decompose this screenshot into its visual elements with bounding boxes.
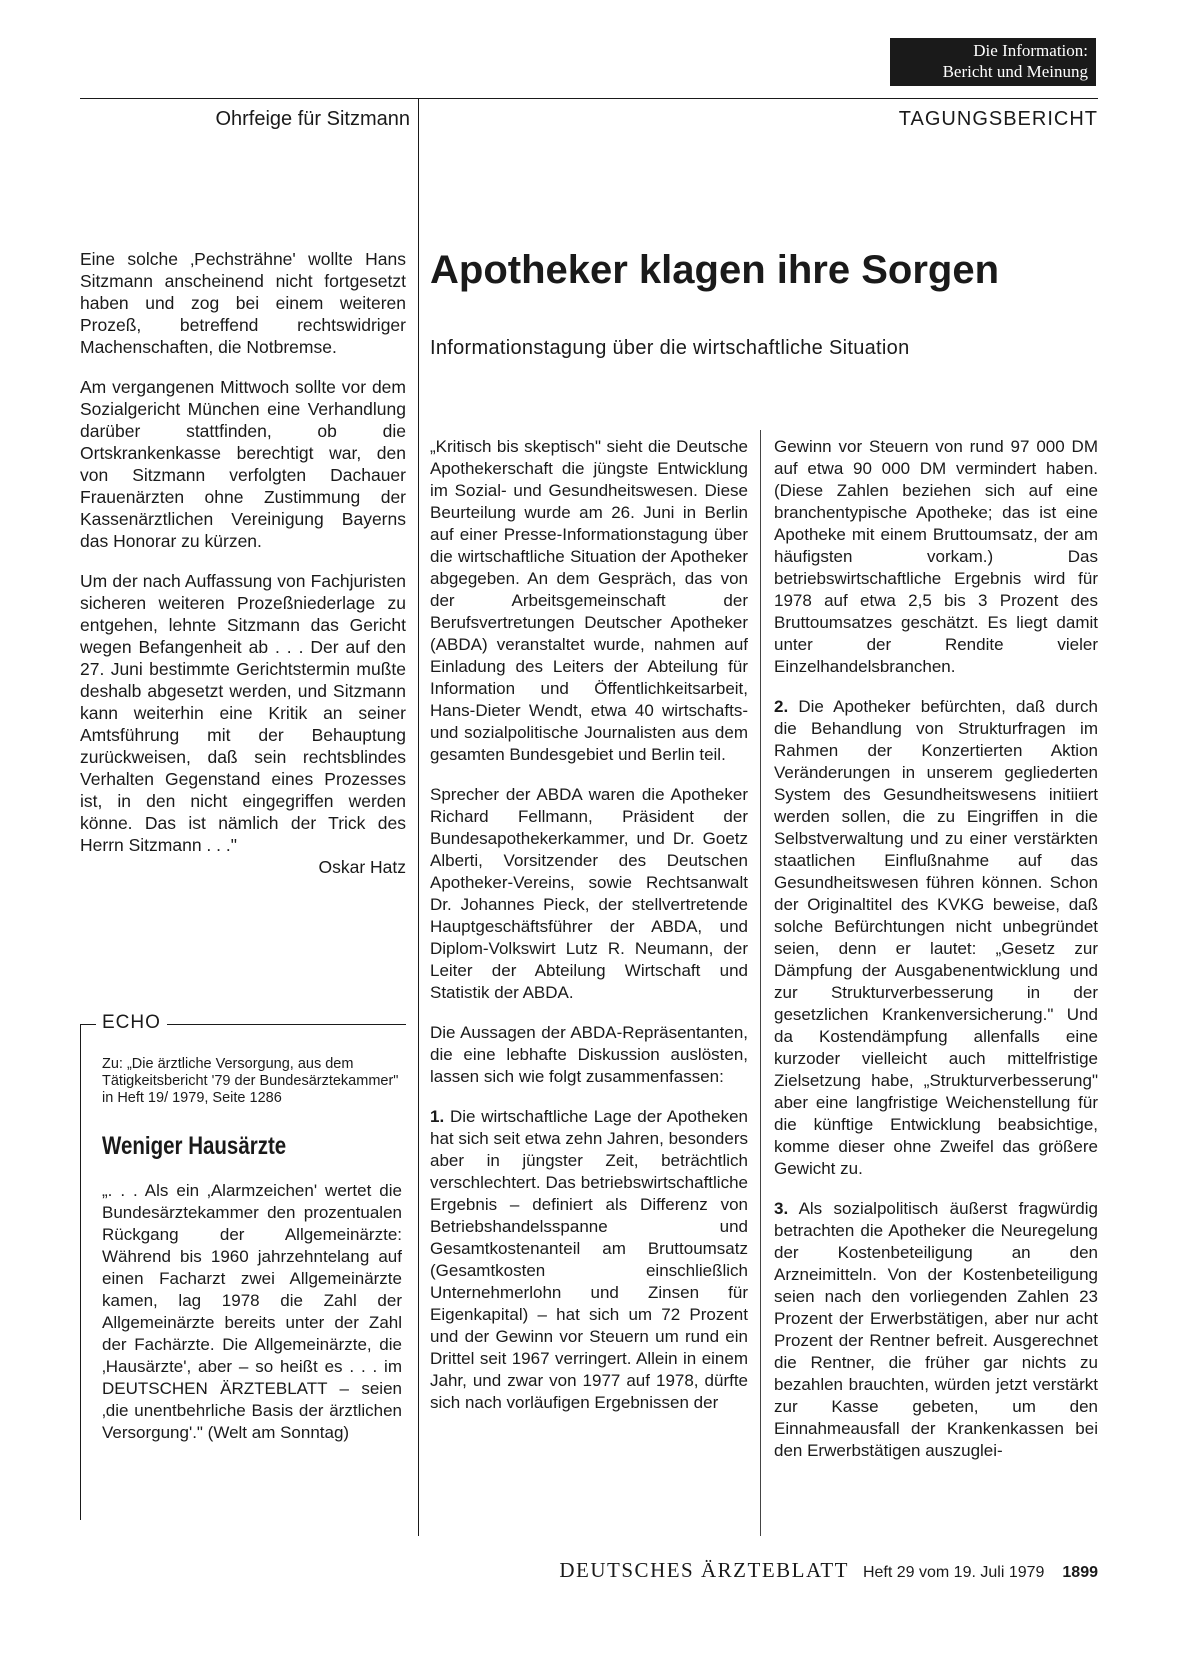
left-paragraph-1: Eine solche ‚Pechsträhne' wollte Hans Sitzmann anscheinend nicht fortgesetzt haben und zog bei einem weiteren Prozeß, betreffend rechtswidriger Machenschaften, die Notbremse. — [80, 249, 406, 357]
article-paragraph-4 — [430, 1106, 748, 1414]
left-paragraph-3: Um der nach Auffassung von Fachjuristen sicheren weiteren Prozeßniederlage zu entgehen, lehnte Sitzmann das Gericht wegen Befangenheit ab . . . Der auf den 27. Juni bestimmte Gerichtstermin mußte deshalb abgesetzt werden, und Sitzmann kann weiterhin eine Kritik an seiner Amtsführung mit der Behauptung zurückweisen, daß sein rechtsblindes Verhalten Gegenstand eines Prozesses ist, in den nicht eingegriffen werden könne. Das ist nämlich der Trick des Herrn Sitzmann . . ." — [80, 571, 406, 855]
article-paragraph-7 — [774, 1198, 1098, 1462]
badge-line-1: Die Information: — [973, 41, 1088, 60]
article-paragraph-1: „Kritisch bis skeptisch" sieht die Deutsche Apothekerschaft die jüngste Entwicklung im Sozial- und Gesundheitswesen. Diese Beurteilung wurde am 26. Juni in Berlin auf einer Presse-Informationstagung über die wirtschaftliche Situation der Apotheker abgegeben. An dem Gespräch, das von der Arbeitsgemeinschaft der Berufsvertretungen Deutscher Apotheker (ABDA) veranstaltet wurde, nahmen auf Einladung des Leiters der Abteilung für Information und Öffentlichkeitsarbeit, Hans-Dieter Wendt, etwa 40 wirtschafts- und sozialpolitische Journalisten aus dem gesamten Bundesgebiet und Berlin teil. — [430, 437, 748, 764]
echo-body: „. . . Als ein ‚Alarmzeichen' wertet die Bundesärztekammer den prozentualen Rückgang der Allgemeinärzte: Während bis 1960 jahrzehntelang auf einen Facharzt zwei Allgemeinärzte kamen, lag 1978 die Zahl der Allgemeinärzte bereits unter der Zahl der Fachärzte. Die Allgemeinärzte, die ‚Hausärzte', aber – so heißt es . . . im DEUTSCHEN ÄRZTEBLATT – seien ‚die unentbehrliche Basis der ärztlichen Versorgung'." (Welt am Sonntag) — [102, 1181, 402, 1442]
top-rule — [80, 98, 1098, 99]
journal-name: DEUTSCHES ÄRZTEBLATT — [559, 1558, 849, 1582]
author-name: Oskar Hatz — [318, 857, 406, 877]
left-article — [80, 248, 406, 878]
point-number-3: 3. — [774, 1199, 789, 1218]
echo-box — [80, 1010, 406, 1520]
echo-label: ECHO — [96, 1012, 167, 1034]
article-paragraph-5: Gewinn vor Steuern von rund 97 000 DM auf etwa 90 000 DM vermindert haben. (Diese Zahlen beziehen sich auf eine branchentypische Apotheke; das ist eine Apotheke mit einem Bruttoumsatz, der am häufigsten vorkam.) Das betriebswirtschaftliche Ergebnis wird für 1978 auf etwa 2,5 bis 3 Prozent des Bruttoumsatzes geschätzt. Es liegt damit unter der Rendite vieler Einzelhandelsbranchen. — [774, 437, 1098, 676]
left-kicker: Ohrfeige für Sitzmann — [215, 108, 410, 130]
left-paragraph-2: Am vergangenen Mittwoch sollte vor dem Sozialgericht München eine Verhandlung darüber stattfinden, ob die Ortskrankenkasse berechtigt war, den von Sitzmann verfolgten Dachauer Frauenärzten ohne Zustimmung der Kassenärztlichen Vereinigung Bayerns das Honorar zu kürzen. — [80, 377, 406, 551]
article-column-2 — [774, 436, 1098, 1480]
article-column-1 — [430, 436, 748, 1432]
column-divider-right — [760, 430, 761, 1536]
badge-line-2: Bericht und Meinung — [942, 62, 1088, 81]
article-subheadline: Informationstagung über die wirtschaftliche Situation — [430, 337, 910, 359]
point-text-2: Die Apotheker befürchten, daß durch die Behandlung von Strukturfragen im Rahmen der Konzertierten Aktion Veränderungen in unserem gegliederten System des Gesundheitswesens initiiert werden sollen, die zu Eingriffen in die Selbstverwaltung und zu einer verstärkten staatlichen Einflußnahme auf das Gesundheitswesen führen können. Schon der Originaltitel des KVKG beweise, daß solche Befürchtungen nicht unbegründet seien, denn er lautet: „Gesetz zur Dämpfung der Ausgabenentwicklung und zur Strukturverbesserung in der gesetzlichen Krankenversicherung." Und da Kostendämpfung allenfalls eine kurzoder vielleicht auch mittelfristige Zielsetzung habe, „Strukturverbesserung" aber eine langfristige Weichenstellung für die künftige Entwicklung beabsichtige, komme dieser ohne Zweifel das größere Gewicht zu. — [774, 697, 1098, 1178]
echo-source-note: Zu: „Die ärztliche Versorgung, aus dem Tätigkeitsbericht '79 der Bundesärztekammer" in Heft 19/ 1979, Seite 1286 — [102, 1056, 399, 1106]
point-text-3: Als sozialpolitisch äußerst fragwürdig betrachten die Apotheker die Neuregelung der Kostenbeteiligung an den Arzneimitteln. Von der Kostenbeteiligung seien nach den vorliegenden Zahlen 23 Prozent der Erwerbstätigen, aber nur acht Prozent der Rentner befreit. Ausgerechnet die Rentner, die früher gar nichts zu bezahlen brauchten, würden jetzt verstärkt zur Kasse gebeten, um den Einnahmeausfall der Krankenkassen bei den Erwerbstätigen auszuglei- — [774, 1199, 1098, 1460]
echo-title: Weniger Hausärzte — [102, 1132, 287, 1160]
article-paragraph-3: Die Aussagen der ABDA-Repräsentanten, die eine lebhafte Diskussion auslösten, lassen sich wie folgt zusammenfassen: — [430, 1023, 748, 1086]
page-footer — [80, 1558, 1098, 1582]
author-line — [80, 856, 406, 878]
page-number: 1899 — [1062, 1564, 1098, 1581]
issue-info: Heft 29 vom 19. Juli 1979 — [862, 1564, 1045, 1581]
article-paragraph-2: Sprecher der ABDA waren die Apotheker Richard Fellmann, Präsident der Bundesapothekerkammer, und Dr. Goetz Alberti, Vorsitzender des Deutschen Apotheker-Vereins, sowie Rechtsanwalt Dr. Johannes Pieck, der stellvertretende Hauptgeschäftsführer der ABDA, und Diplom-Volkswirt Lutz R. Neumann, der Leiter der Abteilung Wirtschaft und Statistik der ABDA. — [430, 785, 748, 1002]
column-divider-left — [418, 98, 419, 1536]
article-headline: Apotheker klagen ihre Sorgen — [430, 248, 1000, 292]
point-number-1: 1. — [430, 1107, 445, 1126]
section-kicker: TAGUNGSBERICHT — [898, 108, 1098, 130]
point-text-1: Die wirtschaftliche Lage der Apotheken hat sich seit etwa zehn Jahren, besonders aber in jüngster Zeit, beträchtlich verschlechtert. Das betriebswirtschaftliche Ergebnis – definiert als Differenz von Betriebshandelsspanne und Gesamtkostenanteil am Bruttoumsatz (Gesamtkosten einschließlich Unternehmerlohn und Zinsen für Eigenkapital) – hat sich um 72 Prozent und der Gewinn vor Steuern um rund ein Drittel seit 1967 verringert. Allein in einem Jahr, und zwar von 1977 auf 1978, dürfte sich nach vorläufigen Ergebnissen der — [430, 1107, 748, 1412]
section-badge — [890, 38, 1096, 86]
article-paragraph-6 — [774, 696, 1098, 1180]
point-number-2: 2. — [774, 697, 789, 716]
